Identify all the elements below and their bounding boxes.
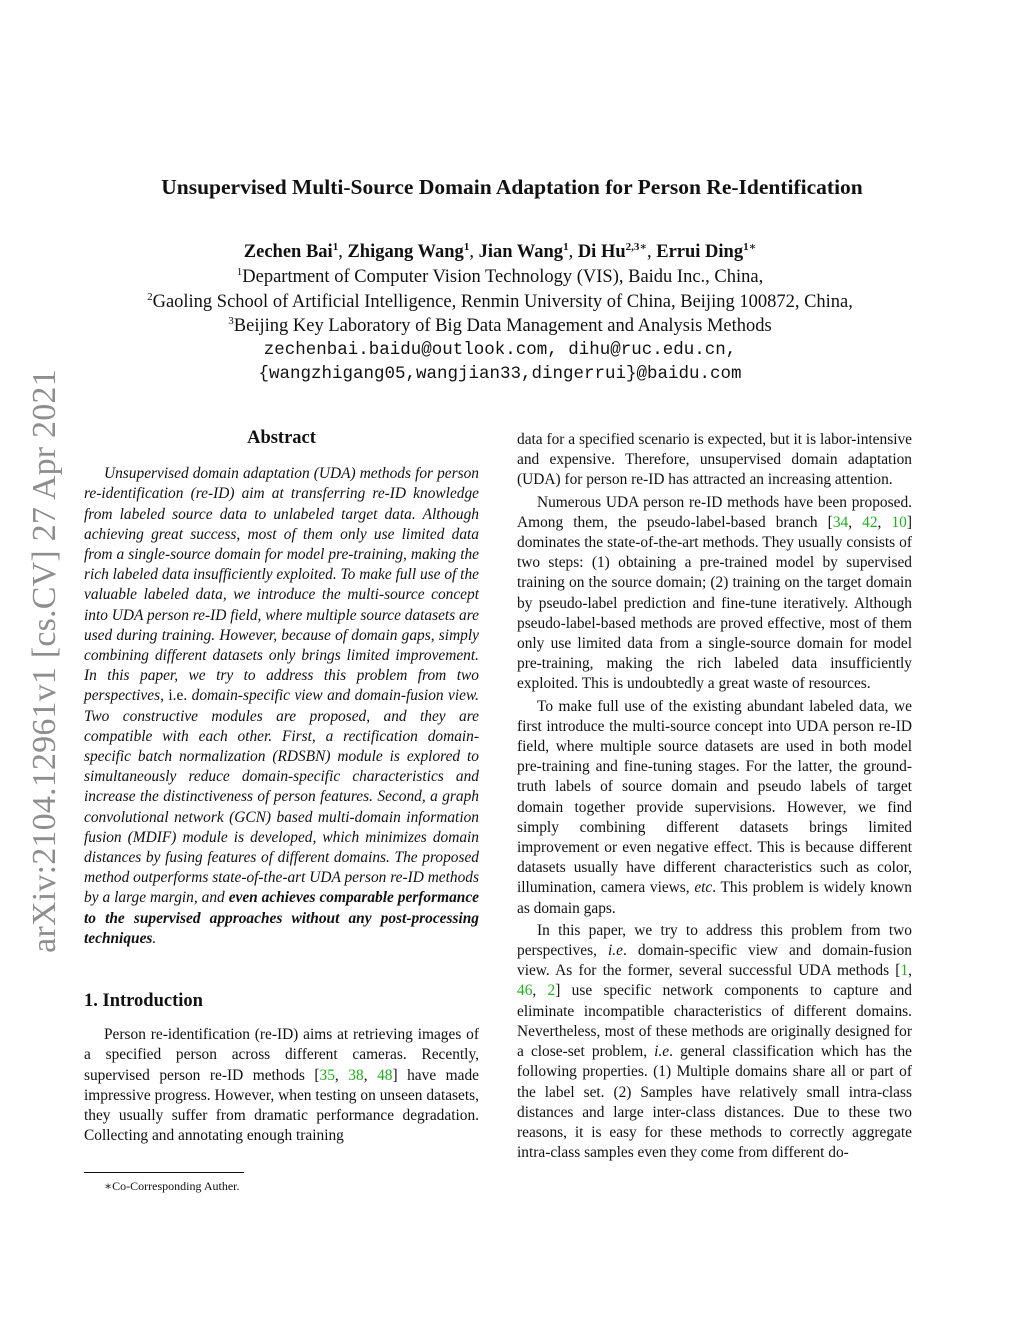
text-run: i.e [607, 942, 623, 960]
text-run: i.e [654, 1043, 670, 1061]
email-line-1: zechenbai.baidu@outlook.com, dihu@ruc.edu.cn, [263, 340, 737, 360]
abstract-end: . [152, 929, 157, 947]
paragraph [517, 493, 912, 695]
text-run: , [908, 962, 912, 980]
text-run: etc [694, 879, 713, 897]
paper-title: Unsupervised Multi-Source Domain Adaptation for Person Re-Identification [161, 175, 863, 199]
abstract-text [84, 464, 479, 949]
abstract-part: Unsupervised domain adaptation (UDA) methods for person re-identification (re-ID) aim at transferring re-ID knowledge from labeled source data to unlabeled target data. Although achieving great success, most of them only use limited data from a single-source domain for model pre-training, making the rich labeled data insufficiently exploited. To make full use of the valuable labeled data, we introduce the multi-source concept into UDA person re-ID field, where multiple source datasets are used during training. However, because of domain gaps, simply combining different datasets only brings limited improvement. In this paper, we try to address this problem from two perspectives, [84, 465, 479, 705]
text-run: Numerous UDA person re-ID methods have been proposed. Among them, the pseudo-label-based branch [ [517, 493, 912, 531]
text-run: , [532, 982, 548, 1000]
text-run: ] dominates the state-of-the-art methods. They usually consists of two steps: (1) obtaining a pre-trained model by supervised training on the source domain; (2) training on the target domain by pseudo-label prediction and fine-tune iteratively. Although pseudo-label-based methods are proved effective, most of them only use limited data from a single-source domain for model pre-training, making the rich labeled data insufficiently exploited. This is undoubtedly a great waste of resources. [517, 513, 912, 693]
abstract-bold-claim: even achieves comparable performance to the supervised approaches without any post-processing techniques [84, 889, 479, 947]
author-name: Zhigang Wang [347, 242, 464, 262]
footnote: ∗Co-Corresponding Auther. [104, 1179, 240, 1193]
affiliation-mark: 3 [228, 314, 234, 327]
text-run: ] use specific network components to capture and eliminate incompatible characteristics of different domains. Nevertheless, most of these methods are originally designed for a close-set problem, [517, 982, 912, 1061]
paragraph [517, 921, 912, 1163]
text-run: To make full use of the existing abundant labeled data, we first introduce the multi-source concept into UDA person re-ID field, where multiple source datasets are used in both model pre-training and fine-tuning stages. For the latter, the ground-truth labels of source domain and pseudo labels of target domain together provide supervisions. However, we find simply combining different datasets brings limited improvement or even negative effect. This is because different datasets usually have different characteristics such as color, illumination, camera views, [517, 697, 912, 897]
paragraph [517, 697, 912, 919]
footnote-rule [84, 1172, 244, 1173]
citation-link[interactable]: 34 [832, 513, 849, 531]
text-run: . domain-specific view and domain-fusion view. As for the former, several successful UDA methods [ [517, 942, 912, 980]
author-affiliation-mark: 1∗ [743, 240, 757, 253]
citation-link[interactable]: 48 [377, 1066, 393, 1084]
author-affiliation-mark: 1 [463, 240, 470, 253]
author-affiliation-mark: 1 [563, 240, 569, 253]
affiliation-2 [0, 290, 1000, 315]
section-heading-introduction: 1. Introduction [84, 991, 203, 1012]
text-run: In this paper, we try to address this problem from two perspectives, [517, 921, 912, 960]
author-affiliation-mark: 1 [332, 240, 339, 253]
citation-link[interactable]: 2 [547, 982, 556, 1000]
affiliation-mark: 1 [236, 265, 243, 278]
abstract-heading: Abstract [247, 428, 316, 448]
text-run: . general classification which has the following properties. (1) Multiple domains share all or part of the label set. (2) Samples have relatively small intra-class distances and large inter-class distances. Due to these two reasons, it is easy for these methods to correctly aggregate intra-class samples even they come from different do- [517, 1043, 912, 1162]
affiliation-text: Department of Computer Vision Technology (VIS), Baidu Inc., China, [242, 267, 764, 287]
author-list: Zechen Bai$^1$, Zhigang Wang$^1$, Jian Wang$^1$, Di $Hu^{2,3∗}$, Errui Ding$^{1∗}$ [243, 240, 757, 262]
left-column [84, 428, 479, 1147]
email-line-2: {wangzhigang05,wangjian33,dingerrui}@baidu.com [258, 364, 742, 384]
affiliation-mark: 2 [147, 290, 153, 303]
citation-link[interactable]: 46 [517, 982, 533, 1000]
author-name: Errui Ding [656, 242, 744, 262]
text-run: , [363, 1066, 378, 1084]
abstract-abbrev: i.e. [168, 687, 188, 705]
affiliation-3 [0, 314, 1000, 339]
citation-link[interactable]: 42 [862, 513, 878, 531]
abstract-part: domain-specific view and domain-fusion view. Two constructive modules are proposed, and they are compatible with each other. First, a rectification domain-specific batch normalization (RDSBN) module is explored to simultaneously reduce domain-specific characteristics and increase the distinctiveness of person features. Second, a graph convolutional network (GCN) based multi-domain information fusion (MDIF) module is developed, which minimizes domain distances by fusing features of different domains. The proposed method outperforms state-of-the-art UDA person re-ID methods by a large margin, and [84, 687, 479, 907]
arxiv-identifier: arXiv:2104.12961v1 [cs.CV] 27 Apr 2021 [26, 369, 63, 953]
author-name: Zechen Bai [243, 242, 333, 262]
affiliation-1 [0, 265, 1000, 290]
text-run: , [877, 513, 892, 531]
citation-link[interactable]: 38 [348, 1066, 364, 1084]
citation-link[interactable]: 1 [900, 962, 909, 980]
citation-link[interactable]: 35 [319, 1066, 335, 1084]
text-run: Person re-identification (re-ID) aims at retrieving images of a specified person across different cameras. Recently, supervised person re-ID methods [ [84, 1026, 479, 1084]
right-column [517, 430, 912, 1163]
author-affiliation-mark: 2,3∗ [625, 240, 647, 253]
text-run: , [334, 1066, 349, 1084]
intro-paragraph [84, 1025, 479, 1146]
affiliation-text: Beijing Key Laboratory of Big Data Management and Analysis Methods [233, 316, 772, 336]
paragraph: data for a specified scenario is expected, but it is labor-intensive and expensive. Therefore, unsupervised domain adaptation (UDA) for person re-ID has attracted an increasing attention. [517, 431, 913, 489]
author-name: Jian Wang [478, 242, 564, 262]
text-run: . This problem is widely known as domain gaps. [517, 879, 912, 917]
text-run: ] have made impressive progress. However, when testing on unseen datasets, they usually suffer from dramatic performance degradation. Collecting and annotating enough training [84, 1066, 479, 1145]
text-run: , [848, 513, 863, 531]
affiliation-text: Gaoling School of Artificial Intelligence, Renmin University of China, Beijing 100872, China, [152, 292, 853, 312]
author-name: Di Hu [577, 242, 626, 262]
citation-link[interactable]: 10 [891, 513, 907, 531]
